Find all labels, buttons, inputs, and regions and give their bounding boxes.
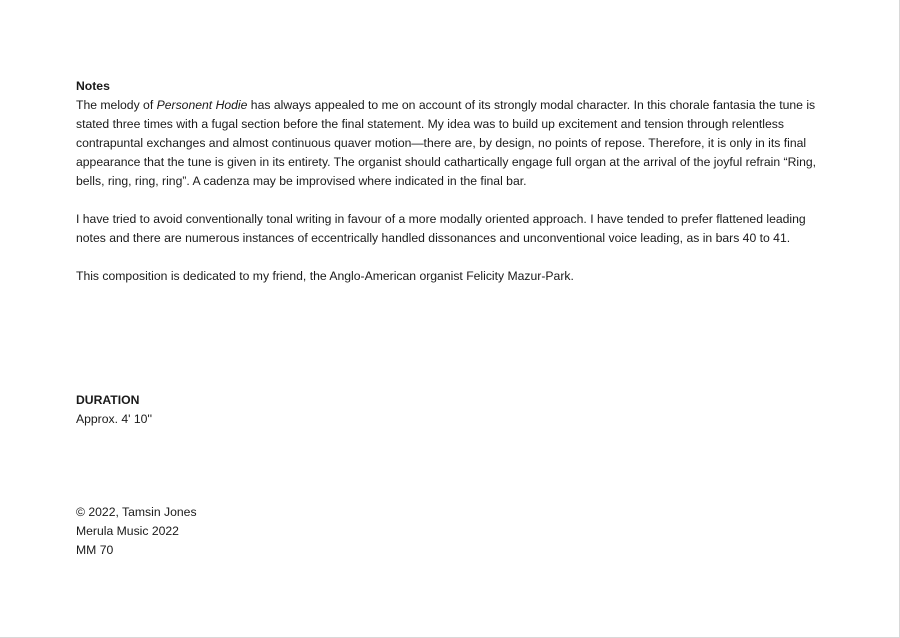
notes-heading: Notes [76, 79, 110, 93]
duration-section [76, 391, 152, 429]
piece-title: Personent Hodie [156, 98, 248, 112]
duration-value: Approx. 4' 10'' [76, 412, 153, 426]
notes-paragraph-1 [76, 96, 836, 191]
notes-paragraph-3: This composition is dedicated to my friend, the Anglo-American organist Felicity Mazur-Park. [76, 269, 574, 283]
notes-paragraph-2: I have tried to avoid conventionally tonal writing in favour of a more modally oriented approach. I have tended to prefer flattened leading notes and there are numerous instances of eccentrically handled dissonances and unconventional voice leading, as in bars 40 to 41. [76, 212, 806, 245]
copyright-line: © 2022, Tamsin Jones [76, 505, 197, 519]
notes-section [76, 77, 836, 286]
catalogue-number: MM 70 [76, 543, 114, 557]
notes-paragraph-1-rest: has always appealed to me on account of its strongly modal character. In this chorale fantasia the tune is stated three times with a fugal section before the final statement. My idea was to build up excitement and tension through relentless contrapuntal exchanges and almost continuous quaver motion—there are, by design, no points of repose. Therefore, it is only in its final appearance that the tune is given in its entirety. The organist should cathartically engage full organ at the arrival of the joyful refrain “Ring, bells, ring, ring, ring”. A cadenza may be improvised where indicated in the final bar. [76, 98, 817, 188]
publisher-line: Merula Music 2022 [76, 524, 179, 538]
duration-heading: DURATION [76, 393, 140, 407]
notes-paragraph-1-intro: The melody of [76, 98, 157, 112]
footer-section [76, 503, 197, 560]
